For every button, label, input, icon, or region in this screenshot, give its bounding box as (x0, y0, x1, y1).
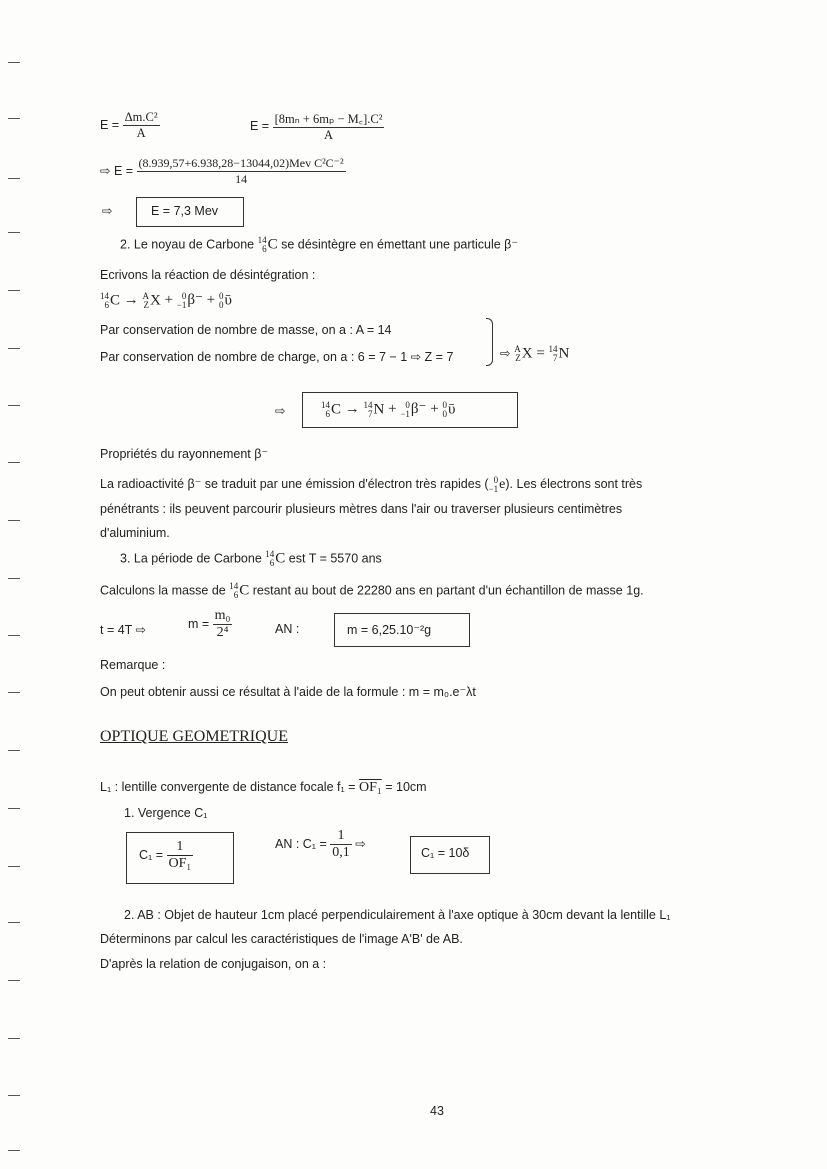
beta-line-3: d'aluminium. (100, 526, 170, 540)
vergence-application: AN : C₁ = $\frac{1}{0,1}$ ⇨ (275, 828, 366, 860)
t-equation: t = 4T ⇨ (100, 623, 147, 637)
beta-title: Propriétés du rayonnement β⁻ (100, 447, 269, 461)
question-3-period: 3. La période de Carbone 14 6 C est T = 5570 ans (120, 549, 382, 568)
vergence-formula-box (126, 832, 234, 884)
final-arrow: ⇨ (275, 404, 286, 418)
question-2-decay: 2. Le noyau de Carbone 14 6 C se désintègre en émettant une particule β⁻ (120, 235, 518, 254)
formula-numerator: (8.939,57+6.938,28−13044,02)Mev C²C⁻² (138, 156, 344, 170)
formula-denominator: 14 (137, 171, 346, 187)
determine-image: Déterminons par calcul les caractéristiques de l'image A'B' de AB. (100, 932, 463, 946)
beta-line-1: La radioactivité β⁻ se traduit par une émission d'électron très rapides ( 0 −1 e). Les électrons sont très (100, 475, 643, 494)
conservation-charge: Par conservation de nombre de charge, on a : 6 = 7 − 1 ⇨ Z = 7 (100, 350, 454, 364)
conservation-mass: Par conservation de nombre de masse, on a : A = 14 (100, 323, 392, 337)
lens-definition: L₁ : lentille convergente de distance focale f₁ = OF₁ = 10cm (100, 780, 427, 795)
conservation-bracket (486, 318, 493, 366)
vergence-result: C₁ = 10δ (421, 846, 470, 860)
x-identification: ⇨ A Z X = 14 7 N (500, 344, 570, 363)
formula-lhs: ⇨ E = (100, 163, 134, 178)
formula-denominator: A (273, 127, 385, 143)
decay-equation: 14 6 C → A Z X + 0 −1 β⁻ + 0 0 ῡ (100, 290, 232, 310)
final-reaction-box (302, 392, 518, 428)
section-title-optics: OPTIQUE GEOMETRIQUE (100, 728, 288, 745)
vergence-formula: C₁ = $\frac{1}{\text{OF₁}}$ (139, 839, 192, 871)
mass-result-box (334, 613, 470, 647)
conjugation-relation: D'après la relation de conjugaison, on a : (100, 957, 327, 971)
mass-formula: m = $\frac{\text{m₀}}{\text{2⁴}}$ (188, 608, 231, 640)
question-2-object: 2. AB : Objet de hauteur 1cm placé perpendiculairement à l'axe optique à 30cm devant la lentille L₁ (124, 908, 671, 922)
final-reaction: 14 6 C → 14 7 N + 0 −1 β⁻ + 0 0 ῡ (321, 399, 456, 419)
vergence-result-box (410, 836, 490, 874)
energy-formula-3 (100, 156, 346, 187)
an-label: AN : (275, 622, 300, 636)
mass-result: m = 6,25.10⁻²g (347, 623, 432, 637)
formula-lhs: E = (250, 118, 270, 133)
remark-text: On peut obtenir aussi ce résultat à l'aide de la formule : m = m₀.e⁻λt (100, 685, 476, 699)
mass-question: Calculons la masse de 14 6 C restant au bout de 22280 ans en partant d'un échantillon de masse 1g. (100, 581, 644, 600)
electron-symbol: 0 −1 e (488, 475, 506, 494)
formula-numerator: [8mₙ + 6mₚ − M꜀].C² (274, 112, 383, 126)
beta-line-2: pénétrants : ils peuvent parcourir plusieurs mètres dans l'air ou traverser plusieurs centimètres (100, 502, 623, 516)
carbon-nucleus: 14 6 C (257, 235, 278, 254)
reaction-intro: Ecrivons la réaction de désintégration : (100, 268, 316, 282)
formula-denominator: A (123, 125, 160, 141)
energy-arrow: ⇨ (102, 204, 113, 218)
formula-numerator: Δm.C² (124, 110, 158, 124)
remark-title: Remarque : (100, 658, 166, 672)
energy-result: E = 7,3 Mev (151, 204, 219, 218)
formula-lhs: E = (100, 117, 120, 132)
question-1-vergence: 1. Vergence C₁ (124, 806, 208, 820)
energy-formula-2 (250, 110, 384, 143)
energy-result-box (136, 197, 244, 227)
energy-formula-1 (100, 110, 160, 141)
page-number: 43 (430, 1104, 444, 1118)
